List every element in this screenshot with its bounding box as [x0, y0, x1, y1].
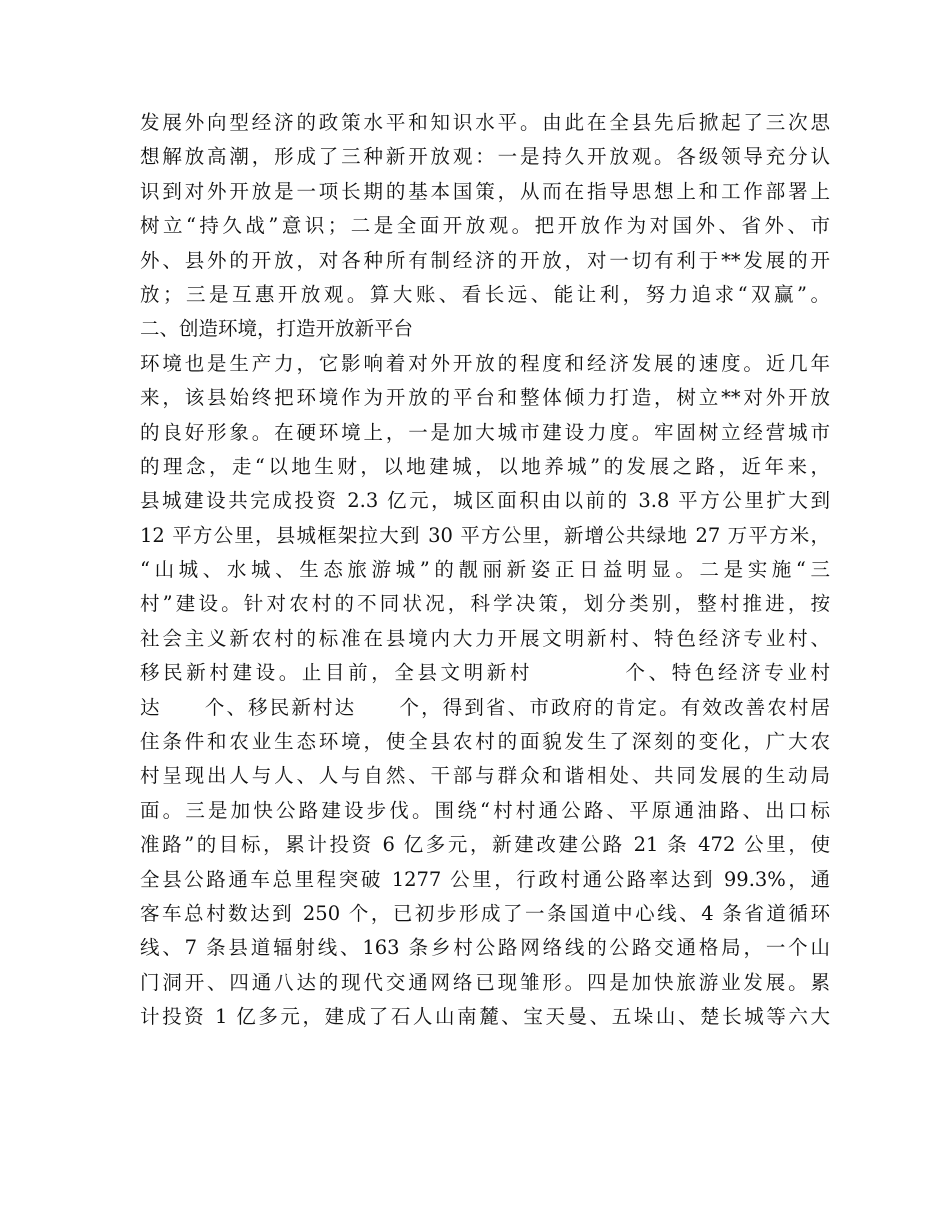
text-line: 来，该县始终把环境作为开放的平台和整体倾力打造，树立**对外开放: [140, 386, 830, 410]
text-line: 社会主义新农村的标准在县境内大力开展文明新村、特色经济专业村、: [140, 626, 830, 650]
text-line: 全县公路通车总里程突破 1277 公里，行政村通公路率达到 99.3%，通: [140, 867, 830, 891]
text-line: 住条件和农业生态环境，使全县农村的面貌发生了深刻的变化，广大农: [140, 730, 830, 754]
body-text: [140, 106, 830, 1035]
text-line: 识到对外开放是一项长期的基本国策，从而在指导思想上和工作部署上: [140, 179, 830, 203]
text-line: 发展外向型经济的政策水平和知识水平。由此在全县先后掀起了三次思: [140, 111, 830, 134]
text-line: 树立“持久战”意识；二是全面开放观。把开放作为对国外、省外、市: [140, 214, 830, 238]
text-line: 移民新村建设。止目前，全县文明新村 个、特色经济专业村: [140, 661, 830, 685]
text-line: 村呈现出人与人、人与自然、干部与群众和谐相处、共同发展的生动局: [140, 764, 830, 788]
text-line: 县城建设共完成投资 2.3 亿元，城区面积由以前的 3.8 平方公里扩大到: [140, 489, 830, 513]
text-line: 12 平方公里，县城框架拉大到 30 平方公里，新增公共绿地 27 万平方米，: [140, 523, 830, 547]
text-line: 面。三是加快公路建设步伐。围绕“村村通公路、平原通油路、出口标: [140, 798, 830, 822]
text-line: 的良好形象。在硬环境上，一是加大城市建设力度。牢固树立经营城市: [140, 420, 830, 444]
text-line: 环境也是生产力，它影响着对外开放的程度和经济发展的速度。近几年: [140, 351, 830, 375]
text-line: 外、县外的开放，对各种所有制经济的开放，对一切有利于**发展的开: [140, 248, 830, 272]
text-line: 想解放高潮，形成了三种新开放观：一是持久开放观。各级领导充分认: [140, 145, 830, 169]
text-line: 放；三是互惠开放观。算大账、看长远、能让利，努力追求“双赢”。: [140, 282, 830, 306]
text-line: “山城、水城、生态旅游城”的靓丽新姿正日益明显。二是实施“三: [140, 558, 830, 582]
text-line: 线、7 条县道辐射线、163 条乡村公路网络线的公路交通格局，一个山: [140, 936, 830, 960]
text-line: 二、创造环境，打造开放新平台: [140, 317, 414, 341]
text-line: 客车总村数达到 250 个，已初步形成了一条国道中心线、4 条省道循环: [140, 901, 830, 925]
text-line: 门洞开、四通八达的现代交通网络已现雏形。四是加快旅游业发展。累: [140, 970, 830, 994]
text-line: 准路”的目标，累计投资 6 亿多元，新建改建公路 21 条 472 公里，使: [140, 833, 830, 857]
text-line: 计投资 1 亿多元，建成了石人山南麓、宝天曼、五垛山、楚长城等六大: [140, 1005, 830, 1029]
text-line: 达 个、移民新村达 个，得到省、市政府的肯定。有效改善农村居: [140, 695, 830, 719]
text-line: 的理念，走“以地生财，以地建城，以地养城”的发展之路，近年来，: [140, 454, 830, 478]
text-line: 村”建设。针对农村的不同状况，科学决策，划分类别，整村推进，按: [140, 592, 830, 616]
